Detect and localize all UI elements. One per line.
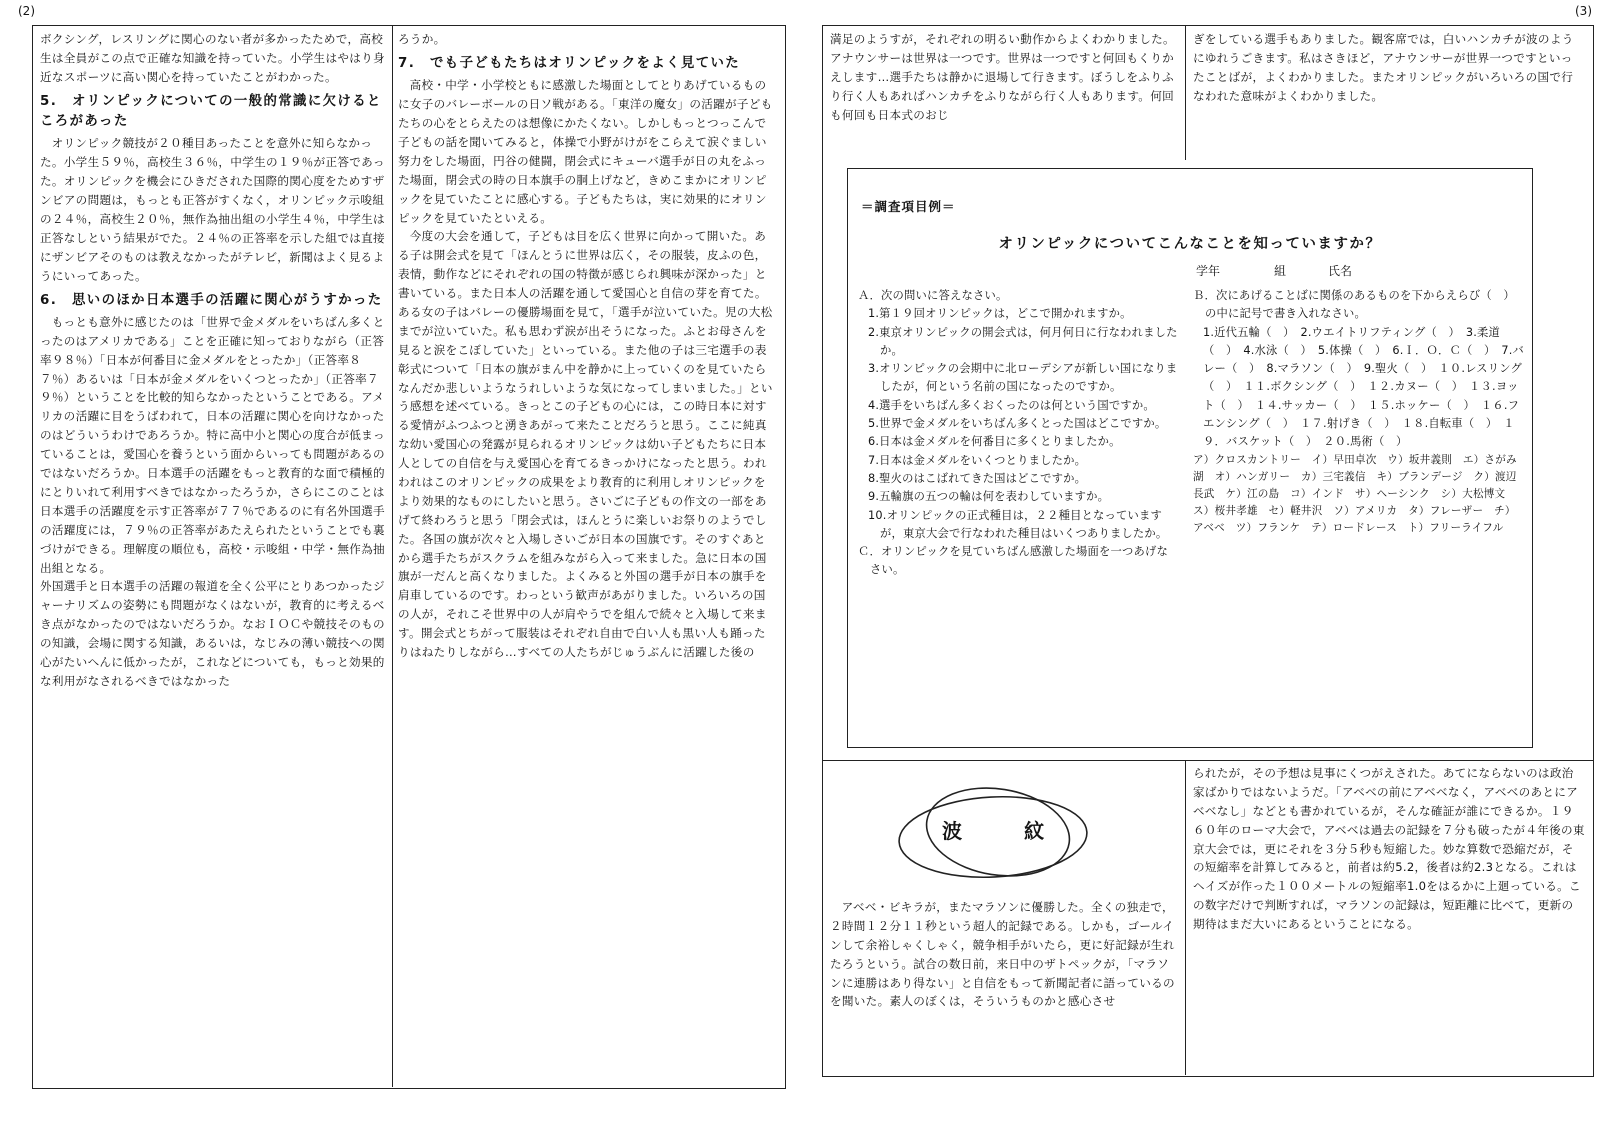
name-field-label: 氏名 [1328, 264, 1353, 278]
left-column-1 [40, 30, 397, 1080]
page-number-right: (3) [1575, 4, 1592, 18]
ripple-text-2: られたが，その予想は見事にくつがえされた。あてにならないのは政治家ばかりではないようだ。「アベベの前にアベベなく，アベベのあとにアベベなし」などとも書かれているが，そんな確証が誰にできるか。１９６０年のローマ大会で，アベベは過去の記録を７分も破ったが４年後の東京大会では，更にそれを３分５秒も短縮した。妙な算数で恐縮だが，その短縮率を計算してみると，前者は約5.2，後者は約2.3となる。これはヘイズが作った１００メートルの短縮率1.0をはるかに上廻っている。この数字だけで判断すれば，マラソンの記録は，短距離に比べて，更新の期待はまだ大いにあるということになる。 [1193, 766, 1585, 932]
section-5-heading: 5. オリンピックについての一般的常識に欠けるところがあった [40, 93, 382, 130]
survey-section-a [858, 287, 1178, 580]
section-b-choices: ア）クロスカントリー イ）早田卓次 ウ）坂井義則 エ）さがみ湖 オ）ハンガリー カ）三宅義信 キ）ブランデージ ク）渡辺長武 ケ）江の島 コ）インド サ）ヘーシンク シ）大松博文 ス）桜井孝雄 セ）軽井沢 ソ）アメリカ タ）フレーザー チ）アベベ ツ）フランケ テ）ロードレース ト）フリーライフル [1193, 453, 1517, 535]
right-page [800, 0, 1600, 1132]
survey-title: オリンピックについてこんなことを知っていますか？ [998, 236, 1382, 252]
bottom-section-rule [822, 760, 1594, 761]
question-item: 1.第１９回オリンピックは，どこで開かれますか。 [868, 307, 1132, 321]
ripple-column-1 [830, 898, 1180, 1070]
section-7-body-1: 高校・中学・小学校ともに感激した場面としてとりあげているものに女子のバレーボールの日ソ戦がある。「東洋の魔女」の活躍が子どもたちの心をとらえたのは想像にかたくない。しかしもっとつっこんで子どもの話を聞いてみると，体操で小野がけがをこらえて涙ぐましい努力をした場面，円谷の健闘，閉会式にキューバ選手が日の丸をふった場面，閉会式の時の日本旗手の胴上げなど，きめこまかにオリンピックを見ていたことに感心する。子どもたちは，実に効果的にオリンピックを見ていたといえる。 [398, 78, 773, 225]
ripple-column-2 [1193, 764, 1585, 1070]
question-item: 3.オリンピックの会期中に北ローデシアが新しい国になりましたが，何という名前の国になったのですか。 [868, 362, 1178, 394]
page-number-left: (2) [18, 4, 35, 18]
ripple-title-char-2: 紋 [1024, 819, 1044, 843]
question-item: 2.東京オリンピックの開会式は，何月何日に行なわれましたか。 [868, 325, 1178, 357]
ripple-column-badge [888, 785, 1098, 885]
right-top-divider [1185, 25, 1186, 160]
right-top-text-2: ぎをしている選手もありました。観客席では，白いハンカチが波のようにゆれうごきます。私はさきほど，アナウンサーが世界一つですといったことばが，よくわかりました。またオリンピックがいろいろの国で行なわれた意味がよくわかりました。 [1193, 32, 1574, 103]
question-item: 8.聖火のはこばれてきた国はどこですか。 [868, 471, 1087, 485]
question-item: 7.日本は金メダルをいくつとりましたか。 [868, 453, 1087, 467]
section-c-heading: Ｃ．オリンピックを見ていちばん感激した場面を一つあげなさい。 [858, 545, 1168, 577]
survey-box [847, 168, 1533, 748]
question-item: 6.日本は金メダルを何番目に多くとりましたか。 [868, 435, 1121, 449]
class-field-label: 組 [1274, 264, 1287, 278]
question-item: 9.五輪旗の五つの輪は何を表わしていますか。 [868, 490, 1110, 504]
ripple-rings-graphic [888, 785, 1098, 885]
section-a-heading: Ａ．次の問いに答えなさい。 [858, 289, 1008, 302]
right-top-text-1: 満足のようすが，それぞれの明るい動作からよくわかりました。アナウンサーは世界は一つです。世界は一つですと何回もくりかえします…選手たちは静かに退場して行きます。ぼうしをふりふり行く人もあればハンカチをふりながら行く人もあります。何回も何回も日本式のおじ [830, 32, 1175, 122]
section-5-body: オリンピック競技が２０種目あったことを意外に知らなかった。小学生５９％，高校生３６％，中学生の１９％が正答であった。オリンピックを機会にひきだされた国際的関心度をためすザンビアの問題は，もっとも正答がすくなく，オリンピック示唆組の２４％，高校生２０％，無作為抽出組の小学生４％，中学生は正答なしという結果がでた。２４％の正答率を示した組では直接にザンビアそのものは教えなかったがテレビ，新聞はよく見るようにいってあった。 [40, 136, 385, 283]
ripple-text-1: アベベ・ビキラが，またマラソンに優勝した。全くの独走で，２時間１２分１１秒という超人的記録である。しかも，ゴールインして余裕しゃくしゃく，競争相手がいたら，更に好記録が生れたろうという。試合の数日前，来日中のザトペックが，「マラソンに連勝はあり得ない」と自信をもって新聞記者に語っているのを聞いた。素人のぼくは，そういうものかと感心させ [830, 900, 1175, 1009]
section-6-body-2: 外国選手と日本選手の活躍の報道を全く公平にとりあつかったジャーナリズムの姿勢にも問題がなくはないが，教育的に考えるべき点がなかったのではないだろうか。なおＩＯＣや競技そのものの知識，会場に関する知識，あるいは，なじみの薄い競技への関心がたいへんに低かったが，これなどについても，もっと効果的な利用がなされるべきではなかった [40, 579, 385, 688]
section-6-heading: 6. 思いのほか日本選手の活躍に関心がうすかった [40, 292, 383, 308]
left-column-2 [398, 30, 776, 1080]
section-6-body-1: もっとも意外に感じたのは「世界で金メダルをいちばん多くとったのはアメリカである」ことを正確に知っておりながら（正答率９８％）「日本が何番目に金メダルをとったか」（正答率８７％）あるいは「日本が金メダルをいくつとったか」（正答率７９％）ということを比較的知らなかったということである。アメリカの活躍に目をうばわれて，日本の活躍に関心を向けなかったのはどういうわけであろうか。特に高中小と関心の度合が低まっていることは，愛国心を養うという面からいっても問題があるのではないだろうか。日本選手の活躍をもっと教育的な面で積極的にとりいれて利用すべきではなかったろうか，さらにこのことは 日本選手の活躍度を示す正答率が７７％であるのに有名外国選手の活躍度には，７９％の正答率があたえられたということでも裏づけができる。理解度の順位も，高校・示唆組・中学・無作為抽出組となる。 [40, 314, 397, 575]
question-item: 5.世界で金メダルをいちばん多くとった国はどこですか。 [868, 417, 1167, 431]
right-top-column-2 [1193, 30, 1583, 160]
continued-text: ろうか。 [398, 32, 446, 46]
bottom-column-divider [1185, 760, 1186, 1075]
ripple-title-char-1: 波 [942, 819, 962, 843]
survey-label: ＝調査項目例＝ [861, 199, 956, 214]
section-b-items: 1.近代五輪（ ） 2.ウエイトリフティング（ ） 3.柔道（ ） 4.水泳（ ） 5.体操（ ） 6.Ｉ．Ｏ．Ｃ（ ） 7.バレー（ ） 8.マラソン（ ） 9.聖火（ ） １０.レスリング（ ） １１.ボクシング（ ） １２.カヌー（ ） １３.ヨット（ ） １４.サッカー（ ） １５.ホッケー（ ） １６.フエンシング（ ） １７.射げき（ ） １８.自転車（ ） １９．バスケット（ ） ２０.馬術（ ） [1203, 325, 1525, 449]
section-7-heading: 7. でも子どもたちはオリンピックをよく見ていた [398, 55, 741, 71]
grade-field-label: 学年 [1196, 264, 1221, 278]
continued-paragraph: ボクシング，レスリングに関心のない者が多かったためで，高校生は全員がこの点で正確な知識を持っていた。小学生はやはり身近なスポーツに高い関心を持っていたことがわかった。 [40, 32, 385, 84]
right-top-column-1 [830, 30, 1180, 160]
question-item: 10.オリンピックの正式種目は，２２種目となっていますが，東京大会で行なわれた種目はいくつありましたか。 [868, 508, 1168, 540]
survey-section-b [1193, 287, 1525, 537]
question-item: 4.選手をいちばん多くおくったのは何という国ですか。 [868, 398, 1155, 412]
left-column-divider [392, 25, 393, 1087]
section-b-heading: Ｂ．次にあげることばに関係のあるものを下からえらび（ ）の中に記号で書き入れなさい。 [1193, 289, 1515, 321]
section-7-body-2: 今度の大会を通して，子どもは目を広く世界に向かって開いた。ある子は開会式を見て「ほんとうに世界は広く，その服装，皮ふの色，表情，動作などにそれぞれの国の特徴が感じられ興味が深かった」と書いている。また日本人の活躍を通して愛国心と自信の芽を育てた。ある女の子はバレーの優勝場面を見て，「選手が泣いていた。児の大松までが泣いていた。私も思わず涙が出そうになった。ふとお母さんを見ると涙をこぼしていた」といっている。また他の子は三宅選手の表彰式について「日本の旗がまん中を静かに上っていくのを見ていたらなんだか悲しいようなうれしいような気になってしまいました。」という感想を述べている。きっとこの子どもの心には，この時日本に対する愛情がふつふつと湧きあがって来たことだろうと思う。ここに純真な幼い愛国心の発露が見られるオリンピックは幼い子どもたちに日本人としての自信を与え愛国心を育てるきっかけになったと思う。われわれはこのオリンピックの成果をより教育的に利用しオリンピックをより効果的なものにしたいと思う。さいごに子どもの作文の一部をあげて終わろうと思う「閉会式は，ほんとうに楽しいお祭りのようでした。各国の旗が次々と入場しさいごが日本の国旗です。そのすぐあとから選手たちがスクラムを組みながら入って来ました。急に日本の国旗が一だんと高くなりました。よくみると外国の選手が日本の旗手を肩車しているのです。わっという歓声があがりました。いろいろの国の人が，それこそ世界中の人が肩やうでを組んで続々と入場して来ます。開会式とちがって服装はそれぞれ自由で白い人も黒い人も踊ったりはねたりしながら…すべての人たちがじゅうぶんに活躍した後の [398, 229, 773, 659]
